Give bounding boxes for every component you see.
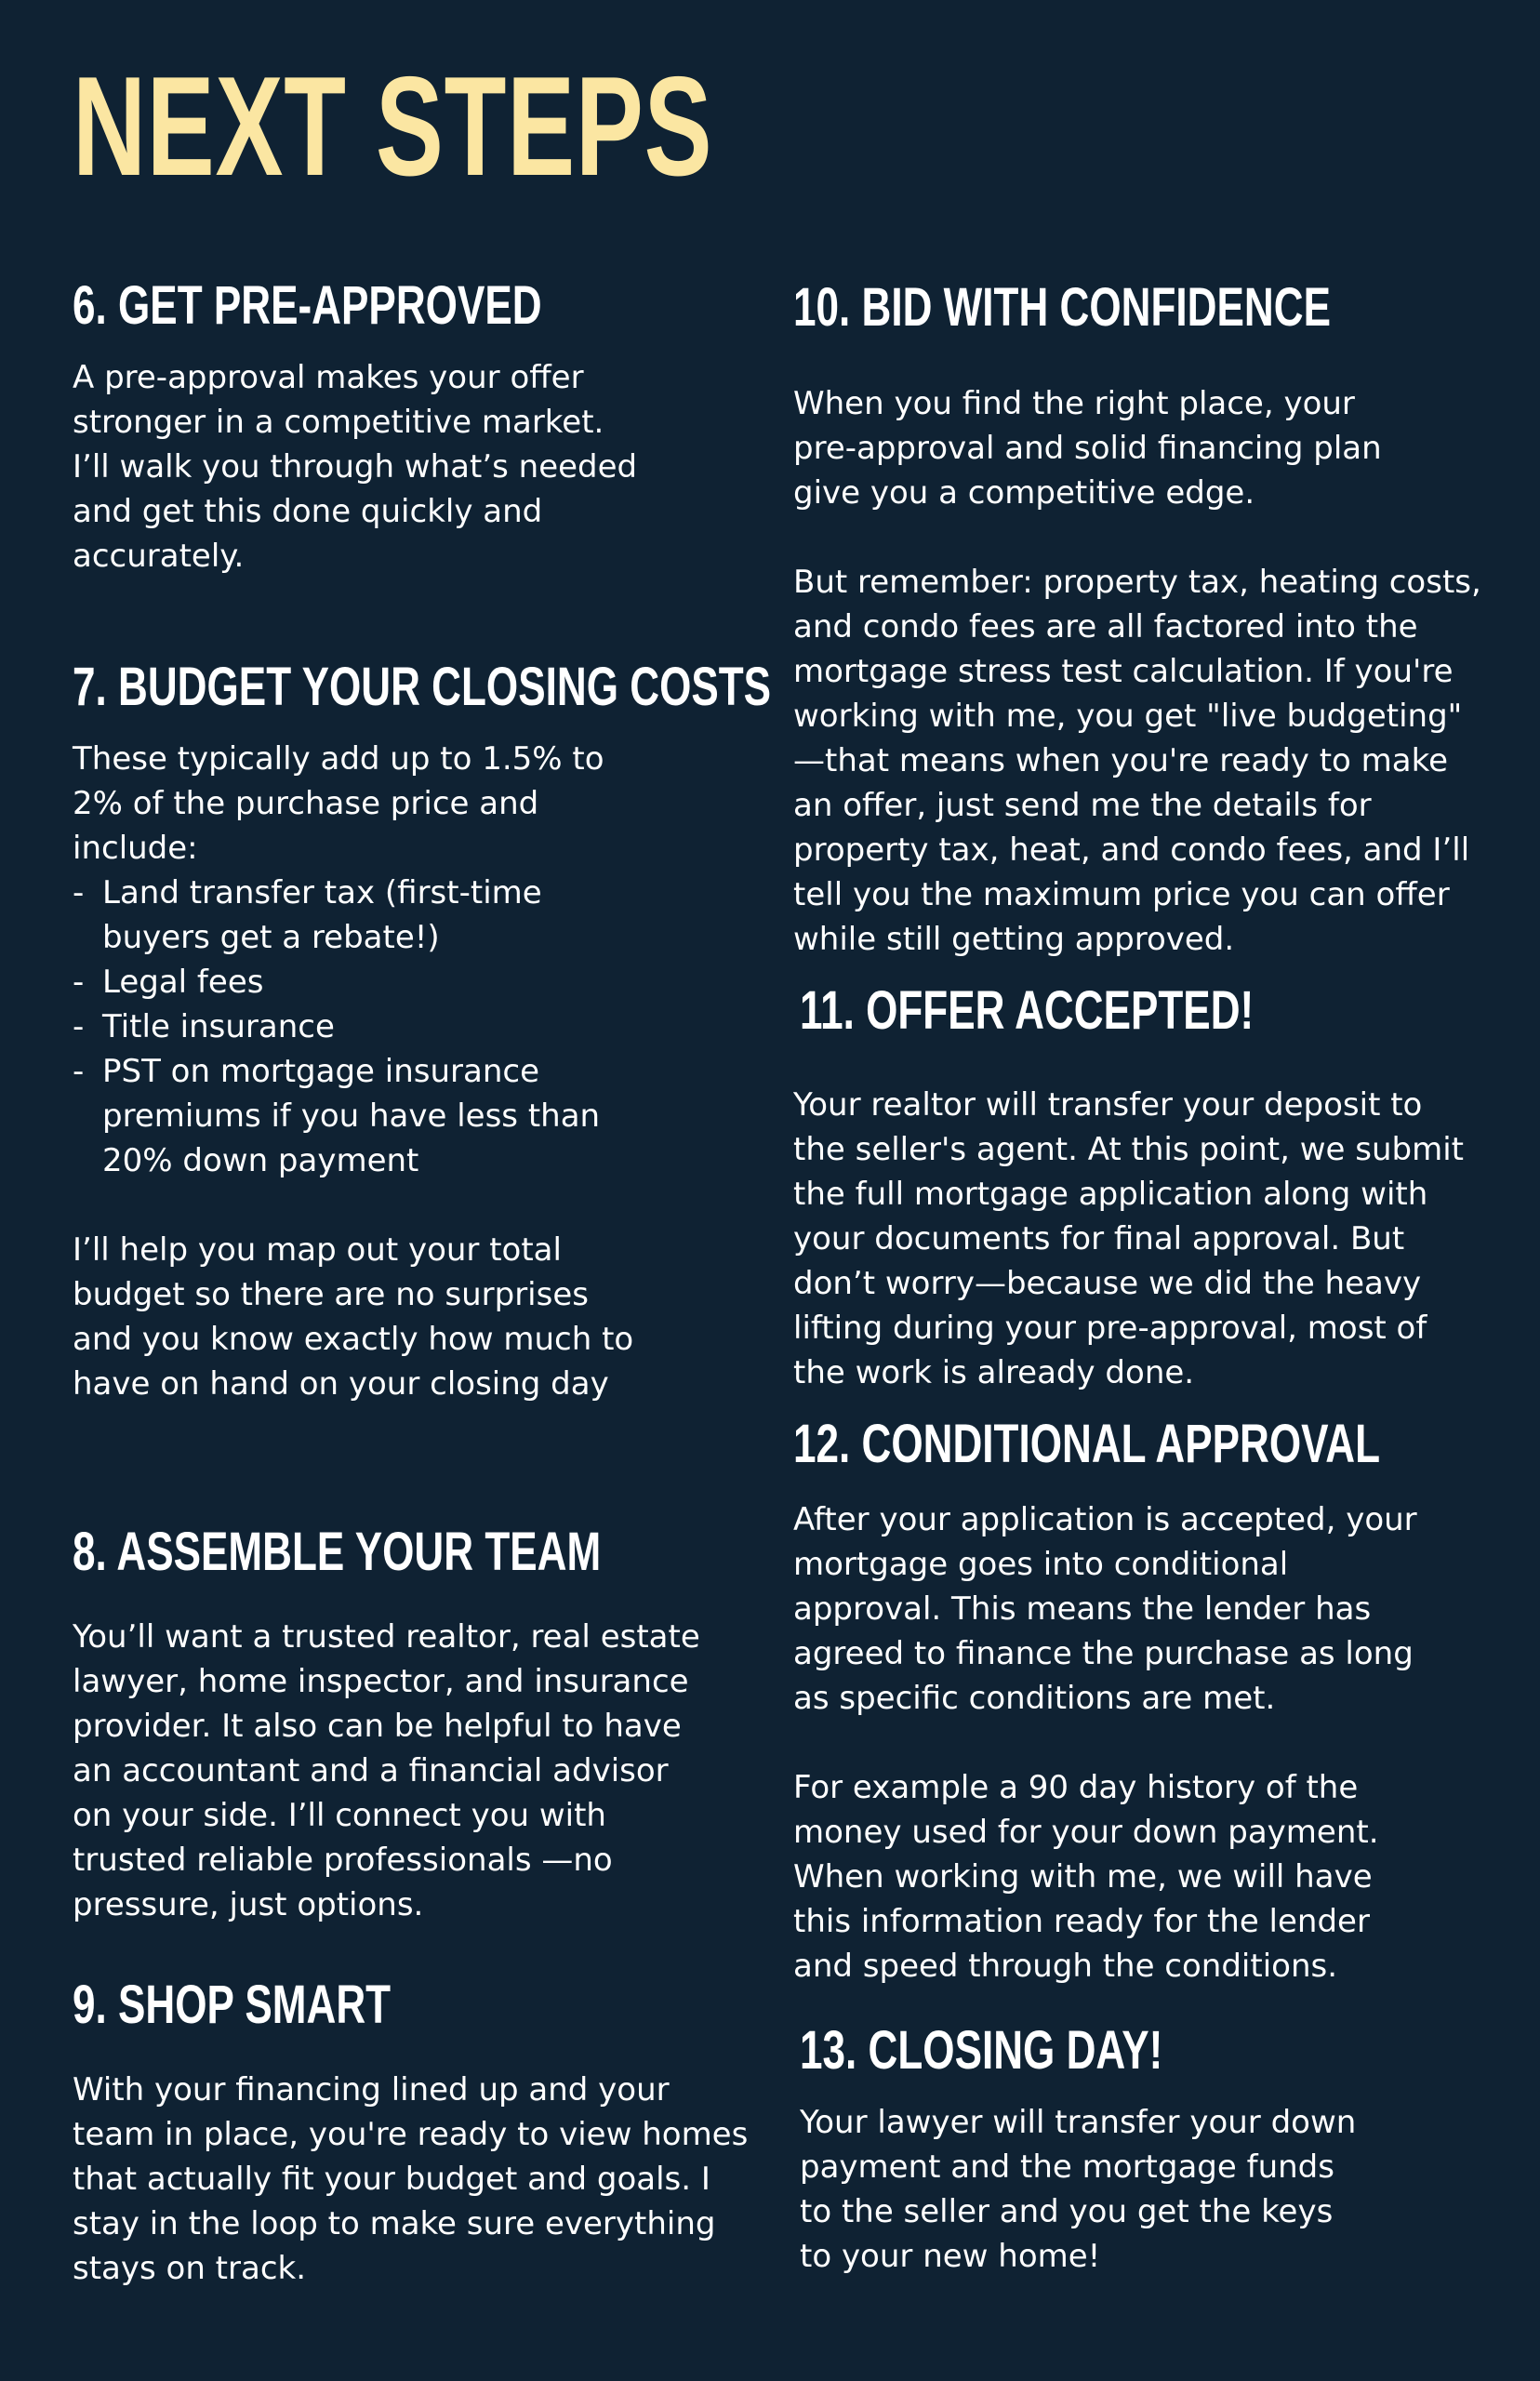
body-line: team in place, you're ready to view homes: [73, 2116, 749, 2153]
step-13-heading: 13. CLOSING DAY!: [800, 2020, 1163, 2081]
step-7-body: [73, 737, 633, 1406]
body-line: give you a competitive edge.: [793, 474, 1255, 512]
body-line: With your financing lined up and your: [73, 2071, 670, 2108]
body-line: agreed to finance the purchase as long: [793, 1635, 1414, 1672]
bullet-item: [73, 871, 633, 915]
body-line: the full mortgage application along with: [793, 1176, 1428, 1213]
body-line: provider. It also can be helpful to have: [73, 1708, 682, 1745]
step-6-body: [73, 355, 637, 579]
body-line: When you find the right place, your: [793, 385, 1355, 422]
bullet-item: [73, 960, 633, 1004]
bullet-text: Land transfer tax (first-time: [102, 874, 542, 911]
step-13-body: [800, 2100, 1356, 2279]
body-line: and you know exactly how much to: [73, 1321, 634, 1358]
body-line: working with me, you get "live budgeting": [793, 698, 1463, 735]
body-line: on your side. I’ll connect you with: [73, 1797, 606, 1834]
step-7: [73, 657, 772, 1403]
body-line: include:: [73, 830, 198, 867]
bullet-text-continued: premiums if you have less than: [102, 1097, 601, 1135]
body-line: —that means when you're ready to make: [793, 742, 1448, 779]
body-line: tell you the maximum price you can offer: [793, 876, 1450, 913]
body-line: 2% of the purchase price and: [73, 785, 539, 822]
body-line: an accountant and a financial advisor: [73, 1752, 669, 1789]
bullet-item: [73, 1049, 633, 1094]
step-8-body: [73, 1615, 700, 1927]
bullet-text-continued: 20% down payment: [102, 1142, 419, 1179]
body-line: that actually fit your budget and goals. I: [73, 2161, 710, 2198]
step-6-heading: 6. GET PRE-APPROVED: [73, 275, 542, 336]
step-12-body: [793, 1497, 1417, 1989]
body-line: as specific conditions are met.: [793, 1680, 1276, 1717]
body-line: When working with me, we will have: [793, 1858, 1373, 1895]
step-10: [793, 277, 1481, 958]
body-line: have on hand on your closing day: [73, 1365, 609, 1403]
body-line: the seller's agent. At this point, we submit: [793, 1131, 1464, 1168]
body-line: the work is already done.: [793, 1354, 1195, 1391]
body-line: lawyer, home inspector, and insurance: [73, 1663, 689, 1700]
body-line: to your new home!: [800, 2238, 1101, 2275]
body-line: budget so there are no surprises: [73, 1276, 589, 1313]
body-line: I’ll walk you through what’s needed: [73, 448, 638, 486]
body-line: mortgage goes into conditional: [793, 1546, 1289, 1583]
step-6: [73, 275, 761, 575]
step-11-body: [793, 1083, 1464, 1395]
bullet-text: Title insurance: [102, 1008, 335, 1045]
body-line: an offer, just send me the details for: [793, 787, 1372, 824]
body-line: to the seller and you get the keys: [800, 2193, 1334, 2230]
bullet-text: PST on mortgage insurance: [102, 1053, 540, 1090]
paragraph-gap: [793, 515, 1481, 560]
body-line: and speed through the conditions.: [793, 1948, 1338, 1985]
body-line: don’t worry—because we did the heavy: [793, 1265, 1422, 1302]
body-line: your documents for final approval. But: [793, 1220, 1405, 1257]
body-line: Your realtor will transfer your deposit to: [793, 1086, 1423, 1124]
step-7-heading: 7. BUDGET YOUR CLOSING COSTS: [73, 657, 772, 717]
bullet-text-continued: buyers get a rebate!): [102, 919, 440, 956]
body-line: and get this done quickly and: [73, 493, 543, 530]
page-title: NEXT STEPS: [73, 47, 713, 206]
step-12: [793, 1414, 1481, 1985]
paragraph-gap: [73, 1183, 633, 1228]
body-line: For example a 90 day history of the: [793, 1769, 1359, 1806]
step-11: [793, 980, 1488, 1391]
body-line: pressure, just options.: [73, 1886, 424, 1923]
body-line: After your application is accepted, your: [793, 1501, 1417, 1538]
body-line: I’ll help you map out your total: [73, 1231, 562, 1269]
body-line: stay in the loop to make sure everything: [73, 2205, 716, 2242]
body-line: stays on track.: [73, 2250, 307, 2287]
body-line: payment and the mortgage funds: [800, 2148, 1334, 2186]
body-line: and condo fees are all factored into the: [793, 608, 1418, 645]
step-9-body: [73, 2068, 748, 2291]
step-10-body: [793, 381, 1481, 962]
body-line: accurately.: [73, 538, 245, 575]
body-line: while still getting approved.: [793, 921, 1235, 958]
step-11-heading: 11. OFFER ACCEPTED!: [800, 980, 1255, 1041]
body-line: A pre-approval makes your offer: [73, 359, 584, 396]
body-line: money used for your down payment.: [793, 1814, 1379, 1851]
body-line: approval. This means the lender has: [793, 1590, 1372, 1628]
bullet-dash-icon: -: [73, 1008, 85, 1045]
body-line: But remember: property tax, heating costs,: [793, 564, 1481, 601]
paragraph-gap: [793, 1721, 1417, 1765]
bullet-dash-icon: -: [73, 1053, 85, 1090]
body-line: this information ready for the lender: [793, 1903, 1370, 1940]
step-8-heading: 8. ASSEMBLE YOUR TEAM: [73, 1522, 602, 1582]
body-line: You’ll want a trusted realtor, real estate: [73, 1618, 700, 1656]
body-line: property tax, heat, and condo fees, and I’ll: [793, 831, 1470, 869]
body-line: trusted reliable professionals —no: [73, 1842, 613, 1879]
body-line: Your lawyer will transfer your down: [800, 2104, 1357, 2141]
step-13: [800, 2020, 1488, 2275]
body-line: pre-approval and solid financing plan: [793, 430, 1382, 467]
bullet-dash-icon: -: [73, 964, 85, 1001]
body-line: mortgage stress test calculation. If you're: [793, 653, 1454, 690]
step-9: [73, 1975, 761, 2287]
bullet-dash-icon: -: [73, 874, 85, 911]
step-9-heading: 9. SHOP SMART: [73, 1975, 392, 2035]
step-12-heading: 12. CONDITIONAL APPROVAL: [793, 1414, 1381, 1474]
body-line: stronger in a competitive market.: [73, 404, 604, 441]
step-10-heading: 10. BID WITH CONFIDENCE: [793, 277, 1331, 338]
bullet-text: Legal fees: [102, 964, 264, 1001]
step-8: [73, 1522, 761, 1923]
bullet-item: [73, 1004, 633, 1049]
body-line: lifting during your pre-approval, most of: [793, 1310, 1427, 1347]
body-line: These typically add up to 1.5% to: [73, 740, 604, 778]
